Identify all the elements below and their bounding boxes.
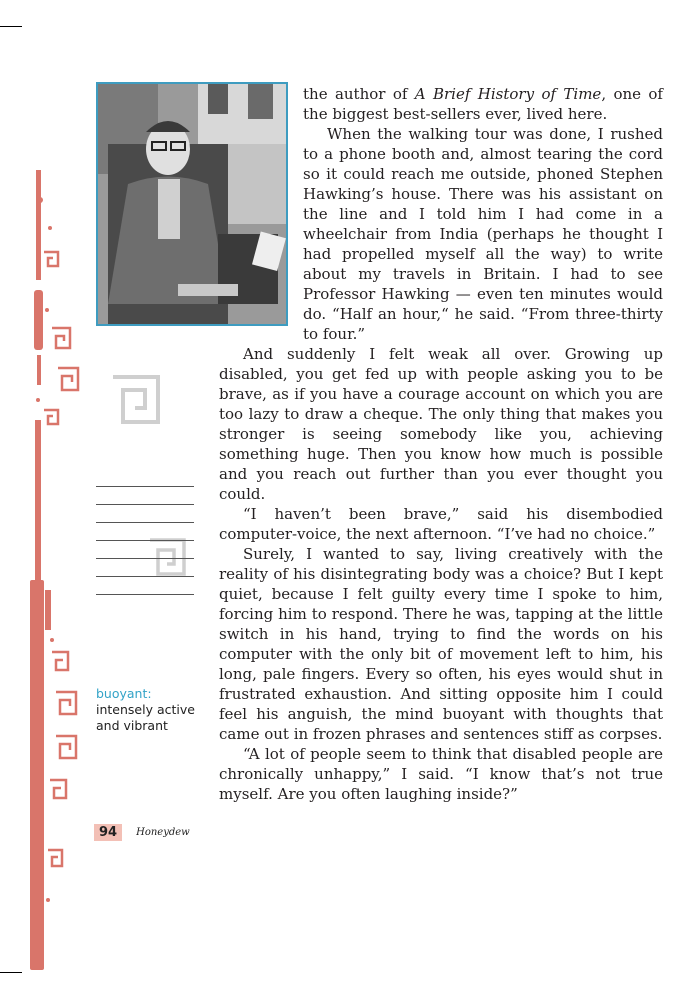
decorative-spiral-border — [0, 0, 90, 1000]
note-lines — [96, 486, 194, 612]
page-number: 94 — [94, 824, 122, 841]
paragraph-4: “I haven’t been brave,” said his disembodied computer-voice, the next afternoon. “I’ve had no choice.” — [219, 505, 663, 543]
book-title-italic: A Brief History of Time — [414, 85, 602, 103]
note-line — [96, 540, 194, 541]
paragraph-3: And suddenly I felt weak all over. Growing up disabled, you get fed up with people asking you to be brave, as if you have a courage account on which you are too lazy to draw a cheque. The only thing that makes you stronger is seeing somebody like you, achieving something huge. Then you know how much is possible and you reach out further than you ever thought you could. — [219, 345, 663, 503]
book-title: Honeydew — [136, 827, 190, 838]
note-line — [96, 486, 194, 487]
paragraph-1-tail: , one of the biggest best-sellers ever, lived here. — [303, 85, 663, 123]
paragraph-5: Surely, I wanted to say, living creatively with the reality of his disintegrating body was a choice? But I kept quiet, because I felt guilty every time I spoke to him, forcing him to respond. There he was, tapping at the little switch in his hand, trying to find the words on his computer with the only bit of movement left to him, his long, pale fingers. Every so often, his eyes would shut in frustrated exhaustion. And sitting opposite him I could feel his anguish, the mind buoyant with thoughts that came out in frozen phrases and sentences stiff as corpses. — [219, 545, 663, 743]
page-footer — [94, 824, 190, 841]
glossary-definition: intensely active and vibrant — [96, 702, 195, 733]
paragraph-6: “A lot of people seem to think that disabled people are chronically unhappy,” I said. “I know that’s not true myself. Are you often laughing inside?” — [219, 745, 663, 803]
note-line — [96, 594, 194, 595]
note-line — [96, 576, 194, 577]
body-text — [219, 84, 663, 804]
glossary-note — [96, 686, 206, 734]
paragraph-1 — [303, 84, 663, 124]
glossary-term: buoyant: — [96, 686, 152, 701]
note-line — [96, 504, 194, 505]
watermark-spiral-icon — [108, 372, 168, 432]
paragraph-1-lead: the author of — [303, 85, 415, 103]
note-line — [96, 522, 194, 523]
paragraph-2: When the walking tour was done, I rushed to a phone booth and, almost tearing the cord so it could reach me outside, phoned Stephen Hawking’s house. There was his assistant on the line and I told him I had come in a wheelchair from India (perhaps he thought I had propelled myself all the way) to write about my travels in Britain. I had to see Professor Hawking — even ten minutes would do. “Half an hour,“ he said. “From three-thirty to four.” — [303, 125, 663, 343]
note-line — [96, 558, 194, 559]
